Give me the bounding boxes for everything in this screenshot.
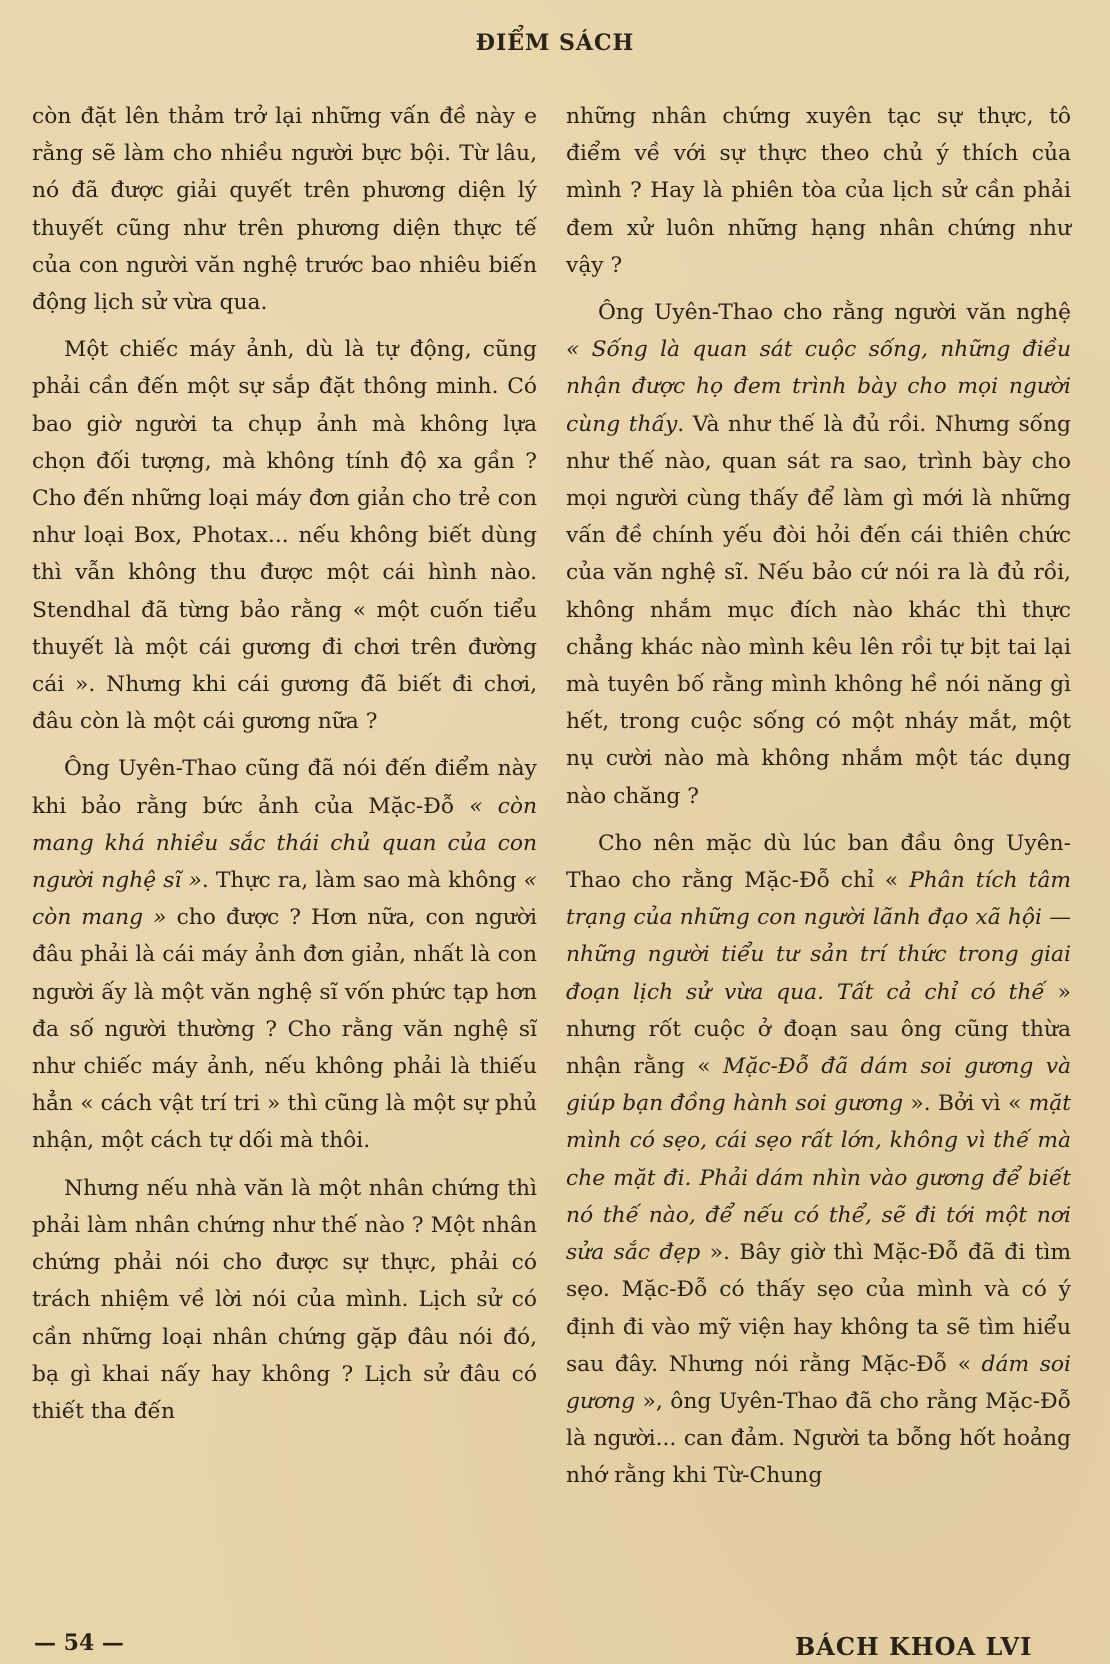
text-span: Ông Uyên-Thao cũng đã nói đến điểm này khi bảo rằng bức ảnh của Mặc-Đỗ [32,756,537,819]
publication-name: BÁCH KHOA LVI [795,1632,1033,1661]
left-paragraph-1: còn đặt lên thảm trở lại những vấn đề này e rằng sẽ làm cho nhiều người bực bội. Từ lâu, nó đã được giải quyết trên phương diện lý thuyết cũng như trên phương diện thực tế của con người văn nghệ trước bao nhiêu biến động lịch sử vừa qua. [32,104,537,316]
quote-italic: dám soi gương [566,1351,1072,1414]
quote-italic: Mặc-Đỗ đã dám soi gương và giúp bạn đồng hành soi gương [566,1054,1072,1117]
quote-italic: « còn mang » [32,868,537,931]
right-column [566,98,1071,1505]
left-column [32,98,537,1440]
left-paragraph-2: Một chiếc máy ảnh, dù là tự động, cũng phải cần đến một sự sắp đặt thông minh. Có bao giờ người ta chụp ảnh mà không lựa chọn đối tượng, mà không tính độ xa gần ? Cho đến những loại máy đơn giản cho trẻ con như loại Box, Photax... nếu không biết dùng thì vẫn không thu được một cái hình nào. Stendhal đã từng bảo rằng « một cuốn tiểu thuyết là một cái gương đi chơi trên đường cái ». Nhưng khi cái gương đã biết đi chơi, đâu còn là một cái gương nữa ? [32,337,537,735]
text-span: » nhưng rốt cuộc ở đoạn sau ông cũng thừa nhận rằng « [566,979,1071,1080]
text-span: », ông Uyên-Thao đã cho rằng Mặc-Đỗ là người... can đảm. Người ta bỗng hốt hoảng nhớ rằng khi Từ-Chung [566,1388,1071,1489]
left-paragraph-3 [32,750,537,1159]
text-span: cho được ? Hơn nữa, con người đâu phải là cái máy ảnh đơn giản, nhất là con người ấy là một văn nghệ sĩ vốn phức tạp hơn đa số người thường ? Cho rằng văn nghệ sĩ như chiếc máy ảnh, nếu không phải là thiếu hẳn « cách vật trí tri » thì cũng là một sự phủ nhận, một cách tự dối mà thôi. [32,905,537,1154]
right-paragraph-3 [566,825,1071,1495]
text-span: Cho nên mặc dù lúc ban đầu ông Uyên-Thao cho rằng Mặc-Đỗ chỉ « [566,830,1071,894]
left-paragraph-4: Nhưng nếu nhà văn là một nhân chứng thì phải làm nhân chứng như thế nào ? Một nhân chứng phải nói cho được sự thực, phải có trách nhiệm về lời nói của mình. Lịch sử có cần những loại nhân chứng gặp đâu nói đó, bạ gì khai nấy hay không ? Lịch sử đâu có thiết tha đến [32,1175,537,1424]
text-span: ». Bởi vì « [903,1091,1029,1117]
right-paragraph-2 [566,294,1071,815]
quote-italic: mặt mình có sẹo, cái sẹo rất lớn, không vì thế mà che mặt đi. Phải dám nhìn vào gương để biết nó thế nào, để nếu có thể, sẽ đi tới một nơi sửa sắc đẹp [566,1091,1071,1266]
text-span: . Và như thế là đủ rồi. Nhưng sống như thế nào, quan sát ra sao, trình bày cho mọi người cùng thấy để làm gì mới là những vấn đề chính yếu đòi hỏi đến cái thiên chức của văn nghệ sĩ. Nếu bảo cứ nói ra là đủ rồi, không nhắm mục đích nào khác thì thực chẳng khác nào mình kêu lên rồi tự bịt tai lại mà tuyên bố rằng mình không hề nói năng gì hết, trong cuộc sống có một nháy mắt, một nụ cười nào mà không nhắm một tác dụng nào chăng ? [566,411,1071,809]
text-span: . Thực ra, làm sao mà không [201,868,524,894]
text-span: ». Bây giờ thì Mặc-Đỗ đã đi tìm sẹo. Mặc-Đỗ có thấy sẹo của mình và có ý định đi vào mỹ viện hay không ta sẽ tìm hiểu sau đây. Nhưng nói rằng Mặc-Đỗ « [566,1240,1071,1377]
quote-italic: « còn mang khá nhiều sắc thái chủ quan của con người nghệ sĩ » [32,793,537,894]
quote-italic: « Sống là quan sát cuộc sống, những điều nhận được họ đem trình bày cho mọi người cùng thấy [566,337,1071,437]
text-span: Ông Uyên-Thao cho rằng người văn nghệ [598,300,1071,326]
quote-italic: Phân tích tâm trạng của những con người lãnh đạo xã hội — những người tiểu tư sản trí thức trong giai đoạn lịch sử vừa qua. Tất cả chỉ có thế [566,868,1071,1005]
page-header-title: ĐIỂM SÁCH [475,30,635,56]
page-number: — 54 — [34,1630,124,1656]
right-paragraph-1: những nhân chứng xuyên tạc sự thực, tô điểm về với sự thực theo chủ ý thích của mình ? Hay là phiên tòa của lịch sử cần phải đem xử luôn những hạng nhân chứng như vậy ? [566,104,1071,278]
